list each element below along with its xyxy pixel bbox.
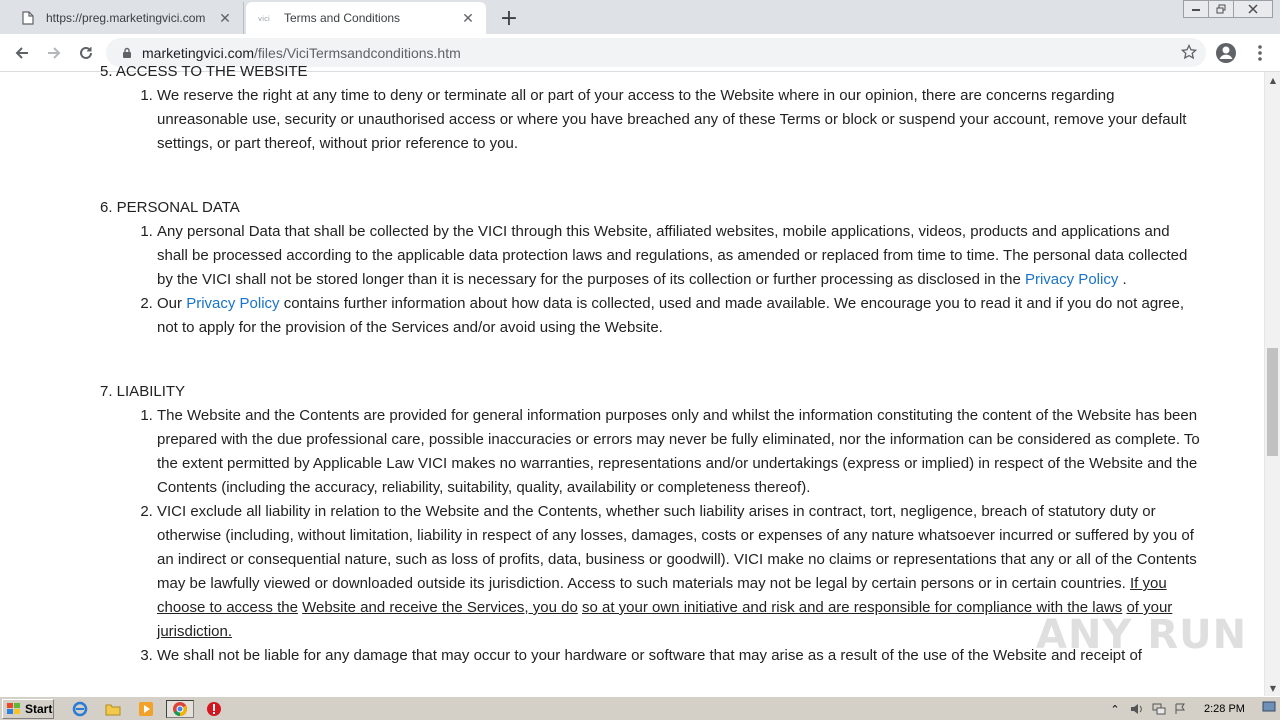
arrow-right-icon <box>46 45 62 61</box>
item-text: Any personal Data that shall be collected by the VICI through this Website, affiliated websites, mobile applications, videos, products and applications and shall be processed according to the applicable data protection laws and regulations, as amended or replaced from time to time. The personal data collected by the VICI shall not be stored longer than it is necessary for the purposes of its collection or further processing as disclosed in the <box>157 223 1188 288</box>
windows-flag-icon <box>6 702 22 716</box>
underlined-text: Website and receive the Services, you do <box>302 599 578 616</box>
list-item: 1. We reserve the right at any time to deny or terminate all or part of your access to the Website where in our opinion, there are concerns regarding unreasonable use, security or unauthorised access or where you have breached any of these Terms or block or suspend your account, remove your default settings, or part thereof, without prior reference to you. <box>157 84 1200 156</box>
section-6-list <box>100 220 1200 340</box>
item-text: contains further information about how data is collected, used and made available. We encourage you to read it and if you do not agree, not to apply for the provision of the Services and/or avoid using the Website. <box>157 295 1185 336</box>
url-host: marketingvici.com <box>142 44 255 61</box>
system-tray <box>1106 699 1278 719</box>
close-tab-icon[interactable]: ✕ <box>219 9 231 26</box>
reload-button[interactable] <box>72 39 100 67</box>
bookmark-star-icon[interactable] <box>1180 43 1198 61</box>
section-heading-liability: 7. LIABILITY <box>100 383 186 400</box>
tab-title: Terms and Conditions <box>284 11 401 25</box>
volume-icon[interactable] <box>1128 701 1146 717</box>
section-heading-access: 5. ACCESS TO THE WEBSITE <box>100 63 308 80</box>
document-icon <box>20 10 36 26</box>
item-text-start: Our <box>157 295 187 312</box>
reload-icon <box>78 45 94 61</box>
underlined-text: If you choose to access the <box>157 575 1167 616</box>
list-item: 3. We shall not be liable for any damage that may occur to your hardware or software that may arise as a result of the use of the Website and receipt of <box>157 644 1200 668</box>
tab-strip <box>0 0 1280 34</box>
forward-button[interactable] <box>40 39 68 67</box>
list-item <box>157 220 1200 292</box>
close-tab-icon[interactable]: ✕ <box>462 9 474 26</box>
section-7-list <box>100 404 1200 668</box>
privacy-policy-link[interactable]: Privacy Policy <box>186 295 280 312</box>
action-center-flag-icon[interactable] <box>1172 701 1190 717</box>
network-icon[interactable] <box>1150 701 1168 717</box>
terms-content <box>100 60 1200 668</box>
list-item <box>157 292 1200 340</box>
tab-preg-marketingvici[interactable] <box>8 2 244 34</box>
minimize-window-button[interactable] <box>1183 0 1209 18</box>
url-text[interactable] <box>142 45 461 61</box>
start-button[interactable] <box>2 699 54 719</box>
lock-icon[interactable] <box>120 46 134 60</box>
page-viewport <box>0 63 1264 696</box>
list-item: 1. The Website and the Contents are provided for general information purposes only and whilst the information constituting the content of the Website has been prepared with the due professional care, possible inaccuracies or errors may never be fully eliminated, nor the information can be considered as complete. To the extent permitted by Applicable Law VICI makes no warranties, representations and/or undertakings (express or implied) in respect of the Website and the Contents (including the accuracy, reliability, suitability, quality, availability or completeness thereof). <box>157 404 1200 500</box>
start-label: Start <box>25 702 53 716</box>
section-5-list <box>100 84 1200 156</box>
more-menu-icon[interactable] <box>1250 41 1270 65</box>
show-desktop-icon[interactable] <box>1262 699 1278 717</box>
arrow-left-icon <box>14 45 30 61</box>
scrollbar-thumb[interactable] <box>1267 348 1278 456</box>
windows-taskbar <box>0 696 1280 720</box>
scroll-up-arrow-icon[interactable]: ▲ <box>1269 75 1277 85</box>
privacy-policy-link[interactable]: Privacy Policy <box>1024 271 1119 288</box>
item-text-end: . <box>1118 271 1127 288</box>
chrome-taskbar-icon[interactable] <box>166 700 194 718</box>
underlined-text: so at your own initiative and risk and are responsible for compliance with the laws <box>581 599 1123 616</box>
url-path: /files/ViciTermsandconditions.htm <box>254 44 461 61</box>
underlined-text: of your jurisdiction. <box>157 599 1173 640</box>
item-text: VICI exclude all liability in relation to the Website and the Contents, whether such liability arises in contract, tort, negligence, breach of statutory duty or otherwise (including, without limitation, liability in respect of any losses, damages, costs or expenses of any nature whatsoever incurred or suffered by you of an indirect or consequential nature, such as loss of profits, data, business or goodwill). VICI make no claims or representations that any or all of the Contents may be lawfully viewed or downloaded outside its jurisdiction. Access to such materials may not be legal by certain persons or in certain countries. <box>157 503 1197 592</box>
section-heading-personal-data: 6. PERSONAL DATA <box>100 199 240 216</box>
media-player-icon[interactable] <box>136 700 156 718</box>
vici-favicon-icon <box>258 10 274 26</box>
new-tab-button[interactable]: + <box>499 5 519 31</box>
tab-title: https://preg.marketingvici.com <box>46 11 206 25</box>
account-avatar-icon[interactable] <box>1214 41 1238 65</box>
minimize-icon <box>1191 6 1201 12</box>
restore-window-button[interactable] <box>1208 0 1234 18</box>
close-window-icon <box>1248 4 1258 14</box>
close-window-button[interactable] <box>1233 0 1273 18</box>
stop-sign-icon[interactable] <box>204 700 224 718</box>
restore-icon <box>1216 4 1226 14</box>
tab-terms-and-conditions[interactable] <box>246 2 486 34</box>
scroll-down-arrow-icon[interactable]: ▼ <box>1269 683 1277 693</box>
taskbar-clock[interactable]: 2:28 PM <box>1204 703 1245 715</box>
vertical-scrollbar[interactable] <box>1264 72 1280 696</box>
internet-explorer-icon[interactable] <box>70 700 90 718</box>
svg-text:vici: vici <box>258 15 270 23</box>
file-explorer-icon[interactable] <box>103 700 123 718</box>
anyrun-watermark: ANY RUN <box>1036 612 1248 658</box>
back-button[interactable] <box>8 39 36 67</box>
tray-chevron-up-icon[interactable]: ⌃ <box>1110 703 1120 716</box>
